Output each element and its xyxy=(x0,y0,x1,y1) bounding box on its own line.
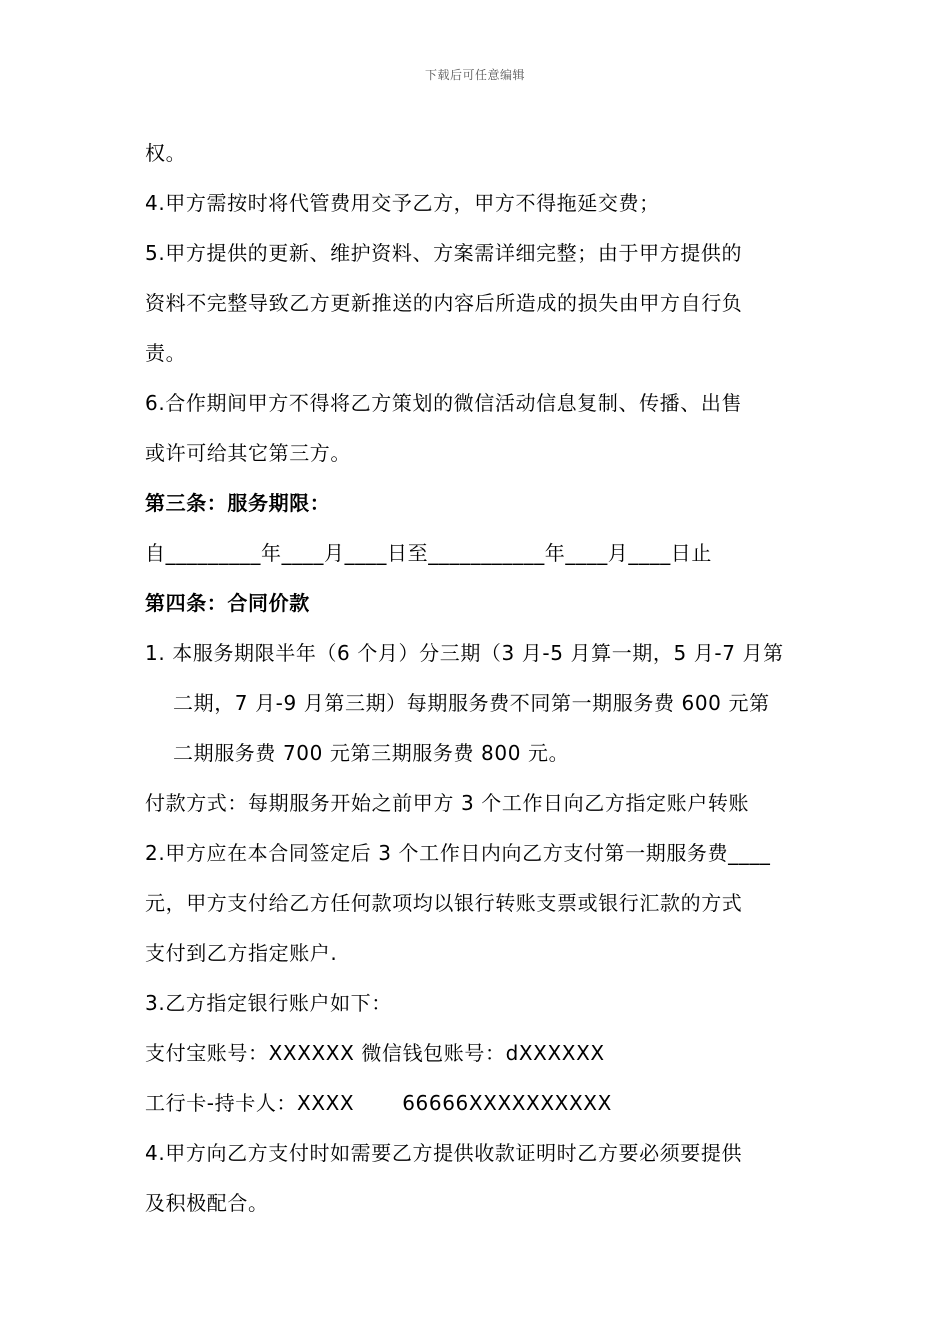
paragraph-line: 6.合作期间甲方不得将乙方策划的微信活动信息复制、传播、出售 xyxy=(145,391,743,415)
paragraph-line: 责。 xyxy=(145,341,187,365)
list-item-1-continued: 二期，7 月-9 月第三期）每期服务费不同第一期服务费 600 元第 xyxy=(173,691,770,715)
paragraph-line: 元，甲方支付给乙方任何款项均以银行转账支票或银行汇款的方式 xyxy=(145,891,743,915)
section-heading-contract-price: 第四条：合同价款 xyxy=(145,591,310,615)
bank-account-heading: 3.乙方指定银行账户如下： xyxy=(145,991,392,1015)
list-item-1: 1. 本服务期限半年（6 个月）分三期（3 月-5 月算一期，5 月-7 月第 xyxy=(145,641,784,665)
paragraph-line: 4.甲方向乙方支付时如需要乙方提供收款证明时乙方要必须要提供 xyxy=(145,1141,743,1165)
list-item-1-continued: 二期服务费 700 元第三期服务费 800 元。 xyxy=(173,741,570,765)
paragraph-line: 2.甲方应在本合同签定后 3 个工作日内向乙方支付第一期服务费____ xyxy=(145,841,771,865)
paragraph-line: 及积极配合。 xyxy=(145,1191,269,1215)
document-body xyxy=(145,128,810,1228)
bank-card-holder: 工行卡-持卡人：XXXX xyxy=(145,1091,355,1115)
paragraph-line: 支付到乙方指定账户. xyxy=(145,941,338,965)
paragraph-line: 权。 xyxy=(145,141,187,165)
paragraph-line: 或许可给其它第三方。 xyxy=(145,441,351,465)
bank-card-number: 66666XXXXXXXXXX xyxy=(402,1091,612,1115)
service-term-dates: 自_________年____月____日至___________年____月____日止 xyxy=(145,541,712,565)
alipay-wechat-accounts: 支付宝账号：XXXXXX 微信钱包账号：dXXXXXX xyxy=(145,1041,605,1065)
paragraph-line: 4.甲方需按时将代管费用交予乙方，甲方不得拖延交费； xyxy=(145,191,660,215)
paragraph-line: 5.甲方提供的更新、维护资料、方案需详细完整；由于甲方提供的 xyxy=(145,241,743,265)
bank-card-line xyxy=(145,1078,810,1128)
section-heading-service-term: 第三条：服务期限： xyxy=(145,491,331,515)
payment-method: 付款方式：每期服务开始之前甲方 3 个工作日向乙方指定账户转账 xyxy=(145,791,750,815)
page-header: 下载后可任意编辑 xyxy=(424,68,525,82)
paragraph-line: 资料不完整导致乙方更新推送的内容后所造成的损失由甲方自行负 xyxy=(145,291,743,315)
